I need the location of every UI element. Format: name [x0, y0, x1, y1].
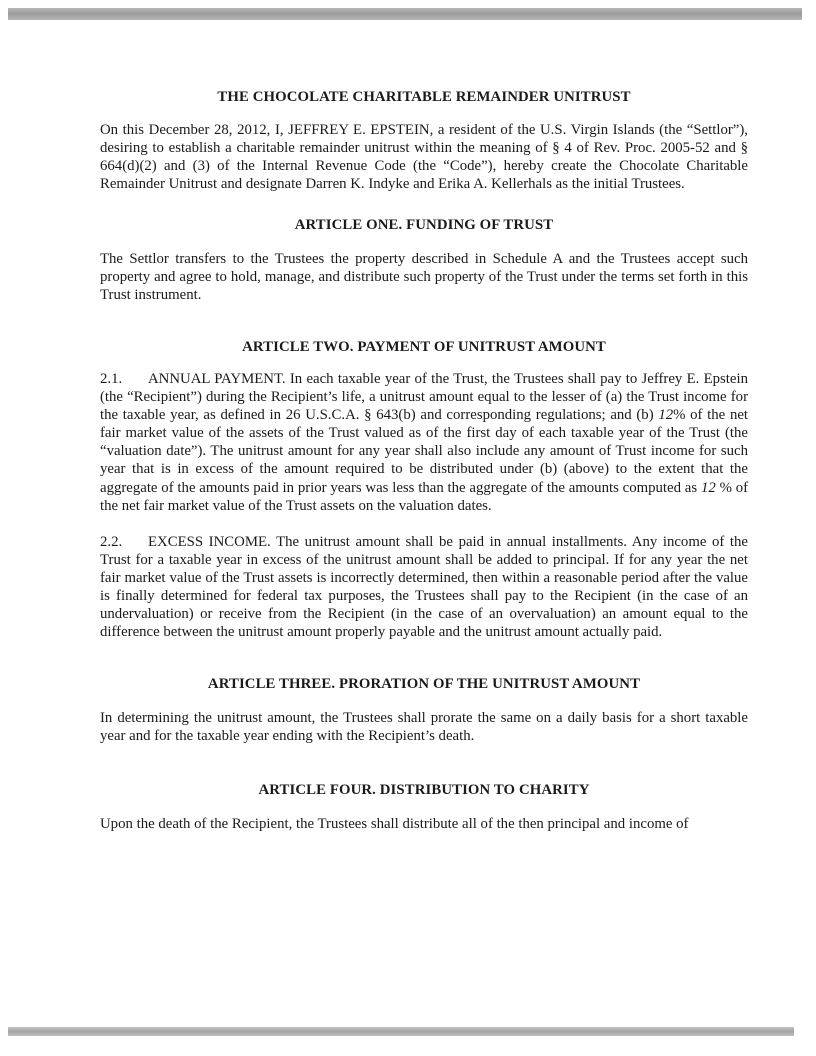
- section-2-1-text-a: ANNUAL PAYMENT. In each taxable year of the Trust, the Trustees shall pay to Jeffrey E. Epstein (the “Recipient”) during the Recipient’s life, a unitrust amount equal to the lesser of (a) the Trust income for the taxable year, as defined in 26 U.S.C.A. § 643(b) and corresponding regulations; and (b): [100, 370, 748, 424]
- article-one-heading: ARTICLE ONE. FUNDING OF TRUST: [294, 217, 554, 234]
- percentage-value: 12: [700, 479, 716, 496]
- section-2-2: [100, 533, 748, 642]
- section-2-2-text: EXCESS INCOME. The unitrust amount shall be paid in annual installments. Any income of the Trust for a taxable year in excess of the unitrust amount shall be added to principal. If for any year the net fair market value of the Trust assets is incorrectly determined, then within a reasonable period after the value is finally determined for federal tax purposes, the Trustees shall pay to the Recipient (in the case of an undervaluation) or receive from the Recipient (in the case of an overvaluation) an amount equal to the difference between the unitrust amount properly payable and the unitrust amount actually paid.: [100, 533, 748, 641]
- section-2-1-text-b: % of the net fair market value of the assets of the Trust valued as of the first day of each taxable year of the Trust (the “valuation date”). The unitrust amount for any year shall also include any amount of Trust income for such year that is in excess of the amount required to be distributed under (b) (above) to the extent that the aggregate of the amounts paid in prior years was less than the aggregate of the amounts computed as: [100, 407, 749, 496]
- article-three-text: In determining the unitrust amount, the Trustees shall prorate the same on a daily basis for a short taxable year and for the taxable year ending with the Recipient’s death.: [100, 710, 748, 745]
- document-page: [100, 88, 748, 833]
- article-four-heading: ARTICLE FOUR. DISTRIBUTION TO CHARITY: [258, 781, 590, 798]
- percentage-value: 12: [658, 407, 674, 424]
- article-two-heading: ARTICLE TWO. PAYMENT OF UNITRUST AMOUNT: [242, 338, 606, 355]
- article-one-text: The Settlor transfers to the Trustees the property described in Schedule A and the Trustees accept such property and agree to hold, manage, and distribute such property of the Trust under the terms set forth in this Trust instrument.: [100, 250, 748, 303]
- article-three-heading: ARTICLE THREE. PRORATION OF THE UNITRUST AMOUNT: [207, 676, 641, 693]
- intro-paragraph: On this December 28, 2012, I, JEFFREY E. EPSTEIN, a resident of the U.S. Virgin Islands (the “Settlor”), desiring to establish a charitable remainder unitrust within the meaning of § 4 of Rev. Proc. 2005-52 and § 664(d)(2) and (3) of the Internal Revenue Code (the “Code”), hereby create the Chocolate Charitable Remainder Unitrust and designate Darren K. Indyke and Erika A. Kellerhals as the initial Trustees.: [100, 122, 748, 193]
- scan-edge-bottom: [8, 1027, 794, 1036]
- section-number: 2.1.: [100, 370, 123, 387]
- article-four-text: Upon the death of the Recipient, the Trustees shall distribute all of the then principal and income of: [100, 815, 689, 832]
- scan-edge-top: [8, 8, 802, 20]
- section-2-1: [100, 370, 748, 515]
- section-number: 2.2.: [100, 533, 123, 550]
- section-2-1-text-c: % of the net fair market value of the Trust assets on the valuation dates.: [100, 479, 749, 514]
- document-title: THE CHOCOLATE CHARITABLE REMAINDER UNITRUST: [217, 89, 631, 105]
